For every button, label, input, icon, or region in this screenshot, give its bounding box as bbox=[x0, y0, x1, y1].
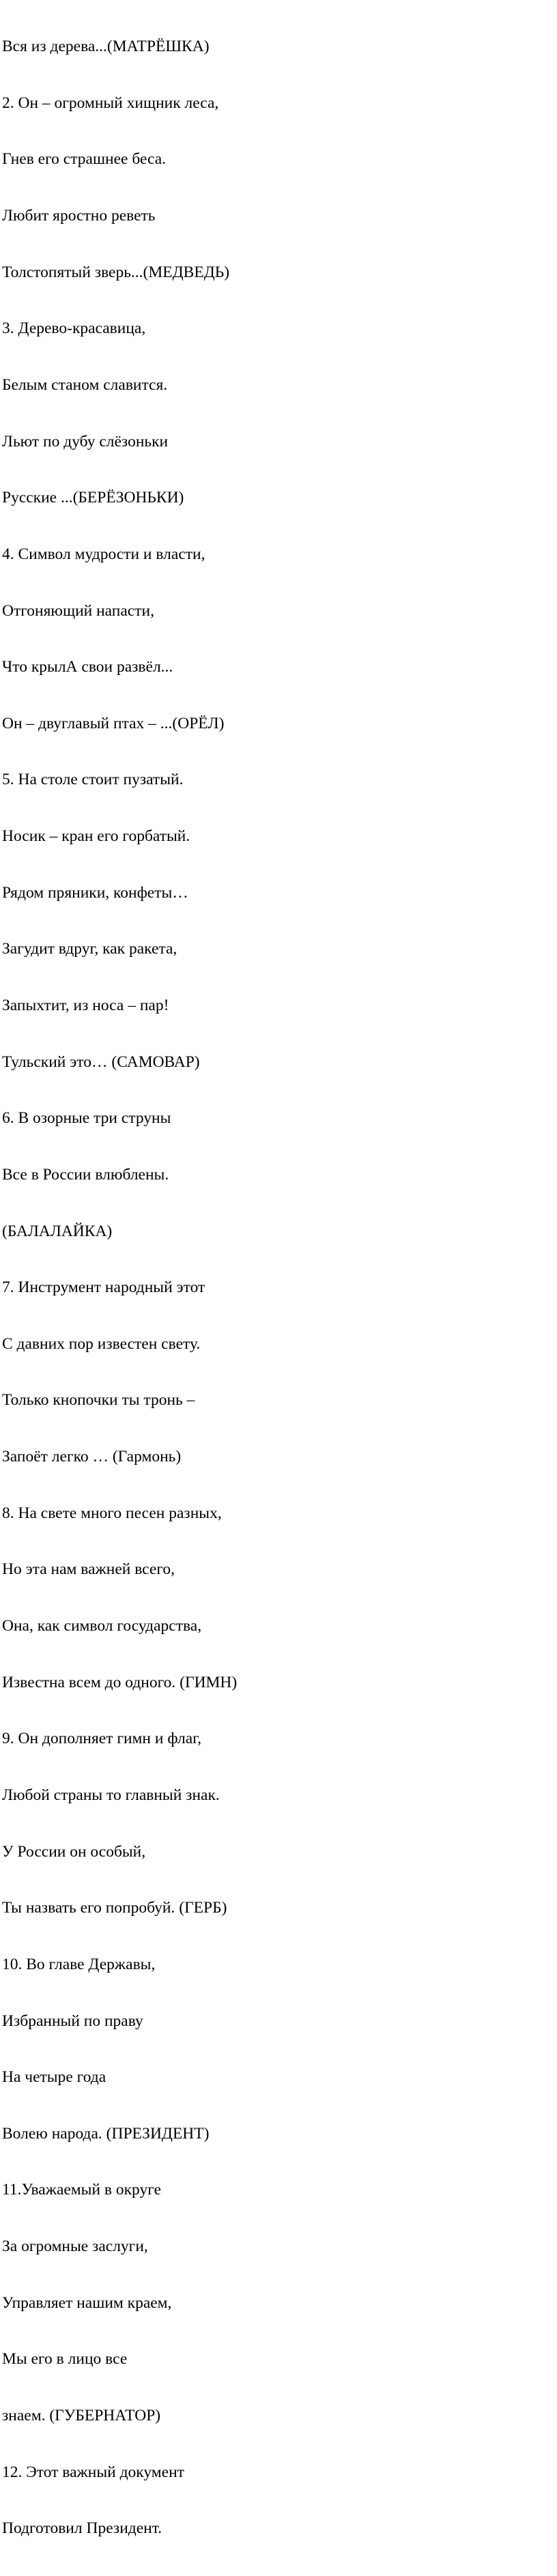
text-line: Любой страны то главный знак. bbox=[2, 1786, 220, 1804]
riddle-text bbox=[2, 0, 237, 2576]
text-line: За огромные заслуги, bbox=[2, 2237, 148, 2256]
text-line: 3. Дерево-красавица, bbox=[2, 319, 146, 338]
text-line: (БАЛАЛАЙКА) bbox=[2, 1222, 113, 1240]
text-line: 6. В озорные три струны bbox=[2, 1109, 171, 1128]
text-line: знаем. (ГУБЕРНАТОР) bbox=[2, 2407, 161, 2424]
text-line: Любит яростно реветь bbox=[2, 207, 156, 225]
text-line: У России он особый, bbox=[2, 1842, 146, 1861]
text-line: 7. Инструмент народный этот bbox=[2, 1278, 205, 1297]
text-line: 2. Он – огромный хищник леса, bbox=[2, 94, 219, 112]
text-line: 5. На столе стоит пузатый. bbox=[2, 771, 184, 789]
text-line: Избранный по праву bbox=[2, 2012, 143, 2030]
text-line: Он – двуглавый птах – ...(ОРЁЛ) bbox=[2, 714, 225, 732]
text-line: На четыре года bbox=[2, 2068, 106, 2087]
text-line: С давних пор известен свету. bbox=[2, 1334, 201, 1353]
text-line: Что крылА свои развёл... bbox=[2, 658, 173, 676]
text-line: Вся из дерева...(МАТРЁШКА) bbox=[2, 38, 210, 56]
text-line: Она, как символ государства, bbox=[2, 1617, 202, 1635]
text-line: 10. Во главе Державы, bbox=[2, 1955, 156, 1973]
text-line: Рядом пряники, конфеты… bbox=[2, 883, 188, 902]
text-line: Тульский это… (САМОВАР) bbox=[2, 1053, 200, 1071]
text-line: Ты назвать его попробуй. (ГЕРБ) bbox=[2, 1899, 227, 1917]
text-line: Отгоняющий напасти, bbox=[2, 601, 154, 620]
text-line: Белым станом славится. bbox=[2, 375, 168, 394]
text-line: Запыхтит, из носа – пар! bbox=[2, 996, 169, 1014]
text-line: Русские ...(БЕРЁЗОНЬКИ) bbox=[2, 489, 184, 507]
text-line: Известна всем до одного. (ГИМН) bbox=[2, 1673, 238, 1691]
text-line: 12. Этот важный документ bbox=[2, 2463, 184, 2481]
text-line: Гнев его страшнее беса. bbox=[2, 150, 167, 169]
text-line: 11.Уважаемый в округе bbox=[2, 2181, 162, 2199]
text-line: Носик – кран его горбатый. bbox=[2, 827, 190, 846]
text-line: Подготовил Президент. bbox=[2, 2519, 162, 2538]
text-line: Загудит вдруг, как ракета, bbox=[2, 940, 177, 958]
text-line: 8. На свете много песен разных, bbox=[2, 1504, 222, 1522]
text-line: Управляет нашим краем, bbox=[2, 2293, 172, 2312]
text-line: Волею народа. (ПРЕЗИДЕНТ) bbox=[2, 2124, 210, 2143]
text-line: Мы его в лицо все bbox=[2, 2350, 128, 2369]
text-line: 4. Символ мудрости и власти, bbox=[2, 545, 205, 563]
text-line: Но эта нам важней всего, bbox=[2, 1560, 175, 1579]
text-line: Все в России влюблены. bbox=[2, 1165, 169, 1184]
text-line: Толстопятый зверь...(МЕДВЕДЬ) bbox=[2, 263, 230, 281]
text-line: 9. Он дополняет гимн и флаг, bbox=[2, 1730, 201, 1748]
text-line: Только кнопочки ты тронь – bbox=[2, 1391, 195, 1409]
text-line: Запоёт легко … (Гармонь) bbox=[2, 1448, 182, 1466]
text-line: Льют по дубу слёзоньки bbox=[2, 432, 169, 450]
